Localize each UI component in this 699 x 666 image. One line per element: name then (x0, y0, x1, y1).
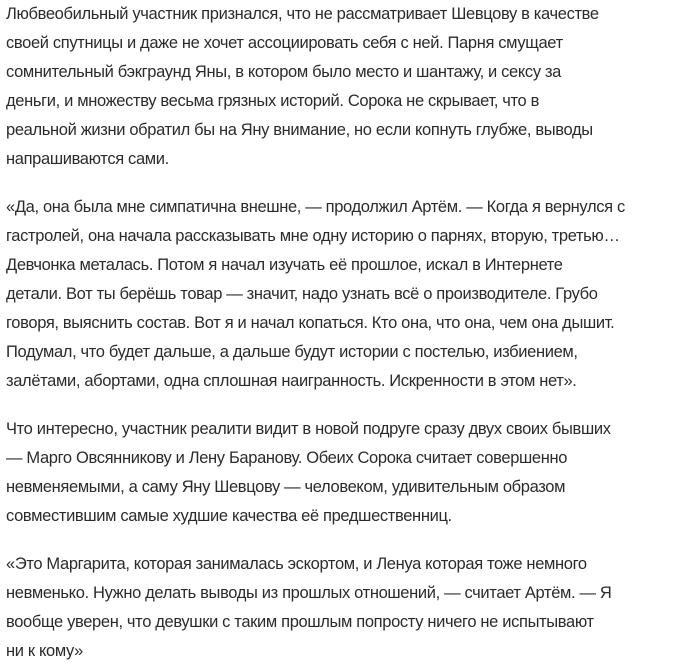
paragraph-line: гастролей, она начала рассказывать мне одну историю о парнях, вторую, третью… (6, 227, 620, 245)
paragraph-line: — Марго Овсянникову и Лену Баранову. Обеих Сорока считает совершенно (6, 449, 568, 467)
article-paragraph (6, 415, 699, 531)
article-paragraph (6, 550, 699, 666)
paragraph-line: Любвеобильный участник признался, что не рассматривает Шевцову в качестве (6, 5, 599, 23)
paragraph-line: совместившим самые худшие качества её предшественниц. (6, 507, 452, 525)
paragraph-line: невменяемыми, а саму Яну Шевцову — человеком, удивительным образом (6, 478, 566, 496)
paragraph-line: сомнительный бэкграунд Яны, в котором было место и шантажу, и сексу за (6, 63, 562, 81)
paragraph-line: своей спутницы и даже не хочет ассоциировать себя с ней. Парня смущает (6, 34, 563, 52)
paragraph-line: Что интересно, участник реалити видит в новой подруге сразу двух своих бывших (6, 420, 611, 438)
paragraph-line: Девчонка металась. Потом я начал изучать её прошлое, искал в Интернете (6, 256, 563, 274)
paragraph-line: Подумал, что будет дальше, а дальше будут истории с постелью, избиением, (6, 343, 578, 361)
paragraph-line: вообще уверен, что девушки с таким прошлым попросту ничего не испытывают (6, 613, 594, 631)
article-paragraph (6, 193, 699, 396)
paragraph-line: залётами, абортами, одна сплошная наигранность. Искренности в этом нет». (6, 372, 577, 390)
paragraph-line: говоря, выяснить состав. Вот я и начал копаться. Кто она, что она, чем она дышит. (6, 314, 615, 332)
paragraph-line: деньги, и множеству весьма грязных историй. Сорока не скрывает, что в (6, 92, 540, 110)
paragraph-line: реальной жизни обратил бы на Яну внимание, но если копнуть глубже, выводы (6, 121, 593, 139)
paragraph-line: невменько. Нужно делать выводы из прошлых отношений, — считает Артём. — Я (6, 584, 612, 602)
article-paragraph (6, 0, 699, 174)
paragraph-line: «Да, она была мне симпатична внешне, — продолжил Артём. — Когда я вернулся с (6, 198, 625, 216)
paragraph-line: ни к кому» (6, 642, 83, 660)
paragraph-line: напрашиваются сами. (6, 150, 169, 168)
paragraph-line: детали. Вот ты берёшь товар — значит, надо узнать всё о производителе. Грубо (6, 285, 598, 303)
paragraph-line: «Это Маргарита, которая занималась эскортом, и Ленуа которая тоже немного (6, 555, 587, 573)
